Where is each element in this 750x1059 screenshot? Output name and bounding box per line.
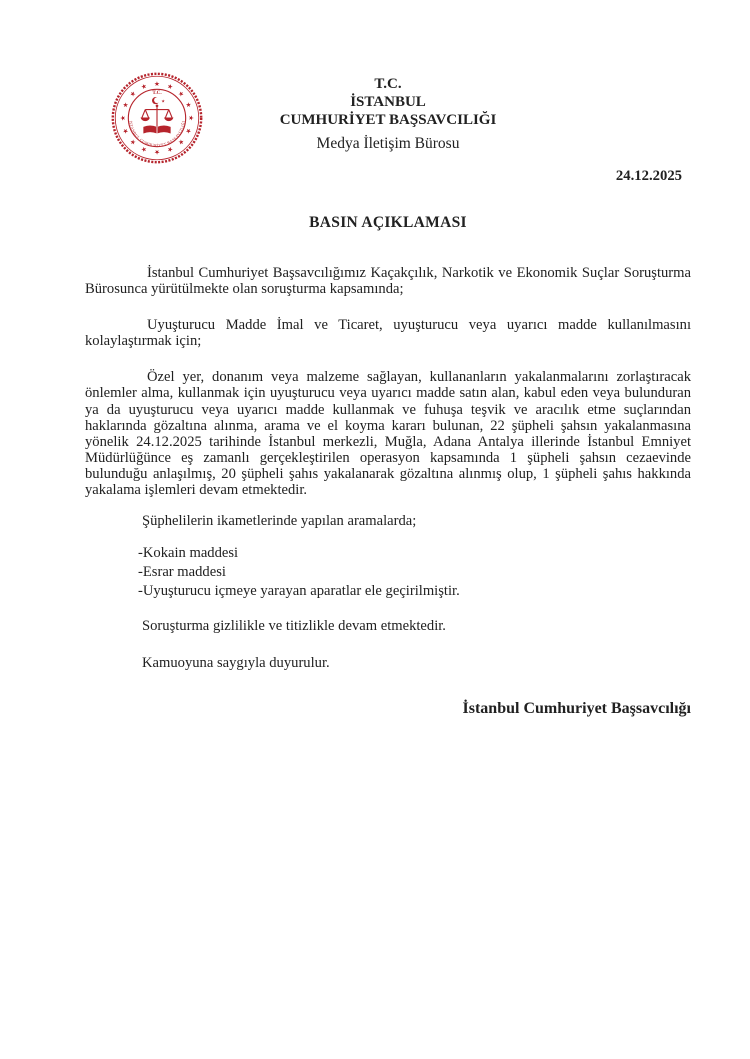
signature-office: İstanbul Cumhuriyet Başsavcılığı: [462, 700, 691, 718]
svg-text:★: ★: [128, 89, 138, 99]
svg-text:★: ★: [186, 115, 195, 121]
letterhead-city: İSTANBUL: [350, 94, 426, 110]
closing-public-line: Kamuoyuna saygıyla duyurulur.: [142, 655, 330, 672]
svg-text:★: ★: [154, 80, 160, 89]
document-date: 24.12.2025: [615, 168, 682, 184]
svg-text:★: ★: [128, 137, 138, 147]
list-item-apparatus: -Uyuşturucu içmeye yarayan aparatlar ele geçirilmiştir.: [138, 583, 460, 600]
list-item-cannabis: -Esrar maddesi: [138, 564, 226, 581]
seized-items-list: [85, 544, 691, 601]
svg-text:★: ★: [139, 81, 149, 92]
document-title: BASIN AÇIKLAMASI: [309, 214, 467, 231]
svg-text:★: ★: [161, 98, 166, 104]
svg-text:★: ★: [139, 144, 149, 155]
svg-text:★: ★: [165, 144, 175, 155]
seal-tc-text: T.C.: [152, 90, 162, 97]
svg-text:★: ★: [119, 115, 128, 121]
paragraph-operation-details: Özel yer, donanım veya malzeme sağlayan, kullananların yakalanmalarını zorlaştıracak önlemler alma, kullanmak için uyuşturucu veya uyarıcı madde satın alan, kabul eden veya bulunduran ya da uyuşturucu veya uyarıcı madde kullanmak ve fuhuşa teşvik ve aracılık etme suçlarından haklarında gözaltına alınma, arama ve el koyma kararı bulunan, 22 şüpheli şahsın yakalanmasına yönelik 24.12.2025 tarihinde İstanbul merkezli, Muğla, Adana Antalya illerinde İstanbul Emniyet Müdürlüğünce eş zamanlı gerçekleştirilen operasyon kapsamında 1 şüpheli şahsın cezaevinde bulunduğu anlaşılmış, 20 şüpheli şahıs yakalanarak gözaltına alınmış olup, 1 şüpheli şahıs hakkında yakalama işlemleri devam etmektedir.: [85, 369, 691, 499]
letterhead-tc: T.C.: [374, 76, 402, 92]
svg-text:★: ★: [183, 126, 194, 136]
svg-text:★: ★: [176, 137, 186, 147]
svg-text:★: ★: [176, 89, 186, 99]
document-content-column: [85, 0, 691, 719]
paragraph-charges-intro: Uyuşturucu Madde İmal ve Ticaret, uyuşturucu veya uyarıcı madde kullanılmasını kolaylaştırmak için;: [85, 317, 691, 350]
svg-text:★: ★: [154, 147, 160, 156]
svg-text:★: ★: [183, 100, 194, 110]
closing-investigation-line: Soruşturma gizlilikle ve titizlikle devam etmektedir.: [142, 618, 446, 635]
letterhead: [85, 75, 691, 153]
letterhead-bureau: Medya İletişim Bürosu: [316, 135, 460, 152]
svg-text:★: ★: [120, 126, 131, 136]
search-intro-line: Şüphelilerin ikametlerinde yapılan aramalarda;: [142, 513, 417, 530]
letterhead-office: CUMHURİYET BAŞSAVCILIĞI: [279, 112, 497, 128]
svg-text:★: ★: [120, 100, 131, 110]
svg-text:★: ★: [165, 81, 175, 92]
list-item-cocaine: -Kokain maddesi: [138, 545, 239, 562]
seal-ring-text: İSTANBUL CUMHURİYET BAŞSAVCILIĞI: [128, 120, 186, 148]
paragraph-investigation-scope: İstanbul Cumhuriyet Başsavcılığımız Kaçakçılık, Narkotik ve Ekonomik Suçlar Soruşturma Bürosunca yürütülmekte olan soruşturma kapsamında;: [85, 265, 691, 298]
